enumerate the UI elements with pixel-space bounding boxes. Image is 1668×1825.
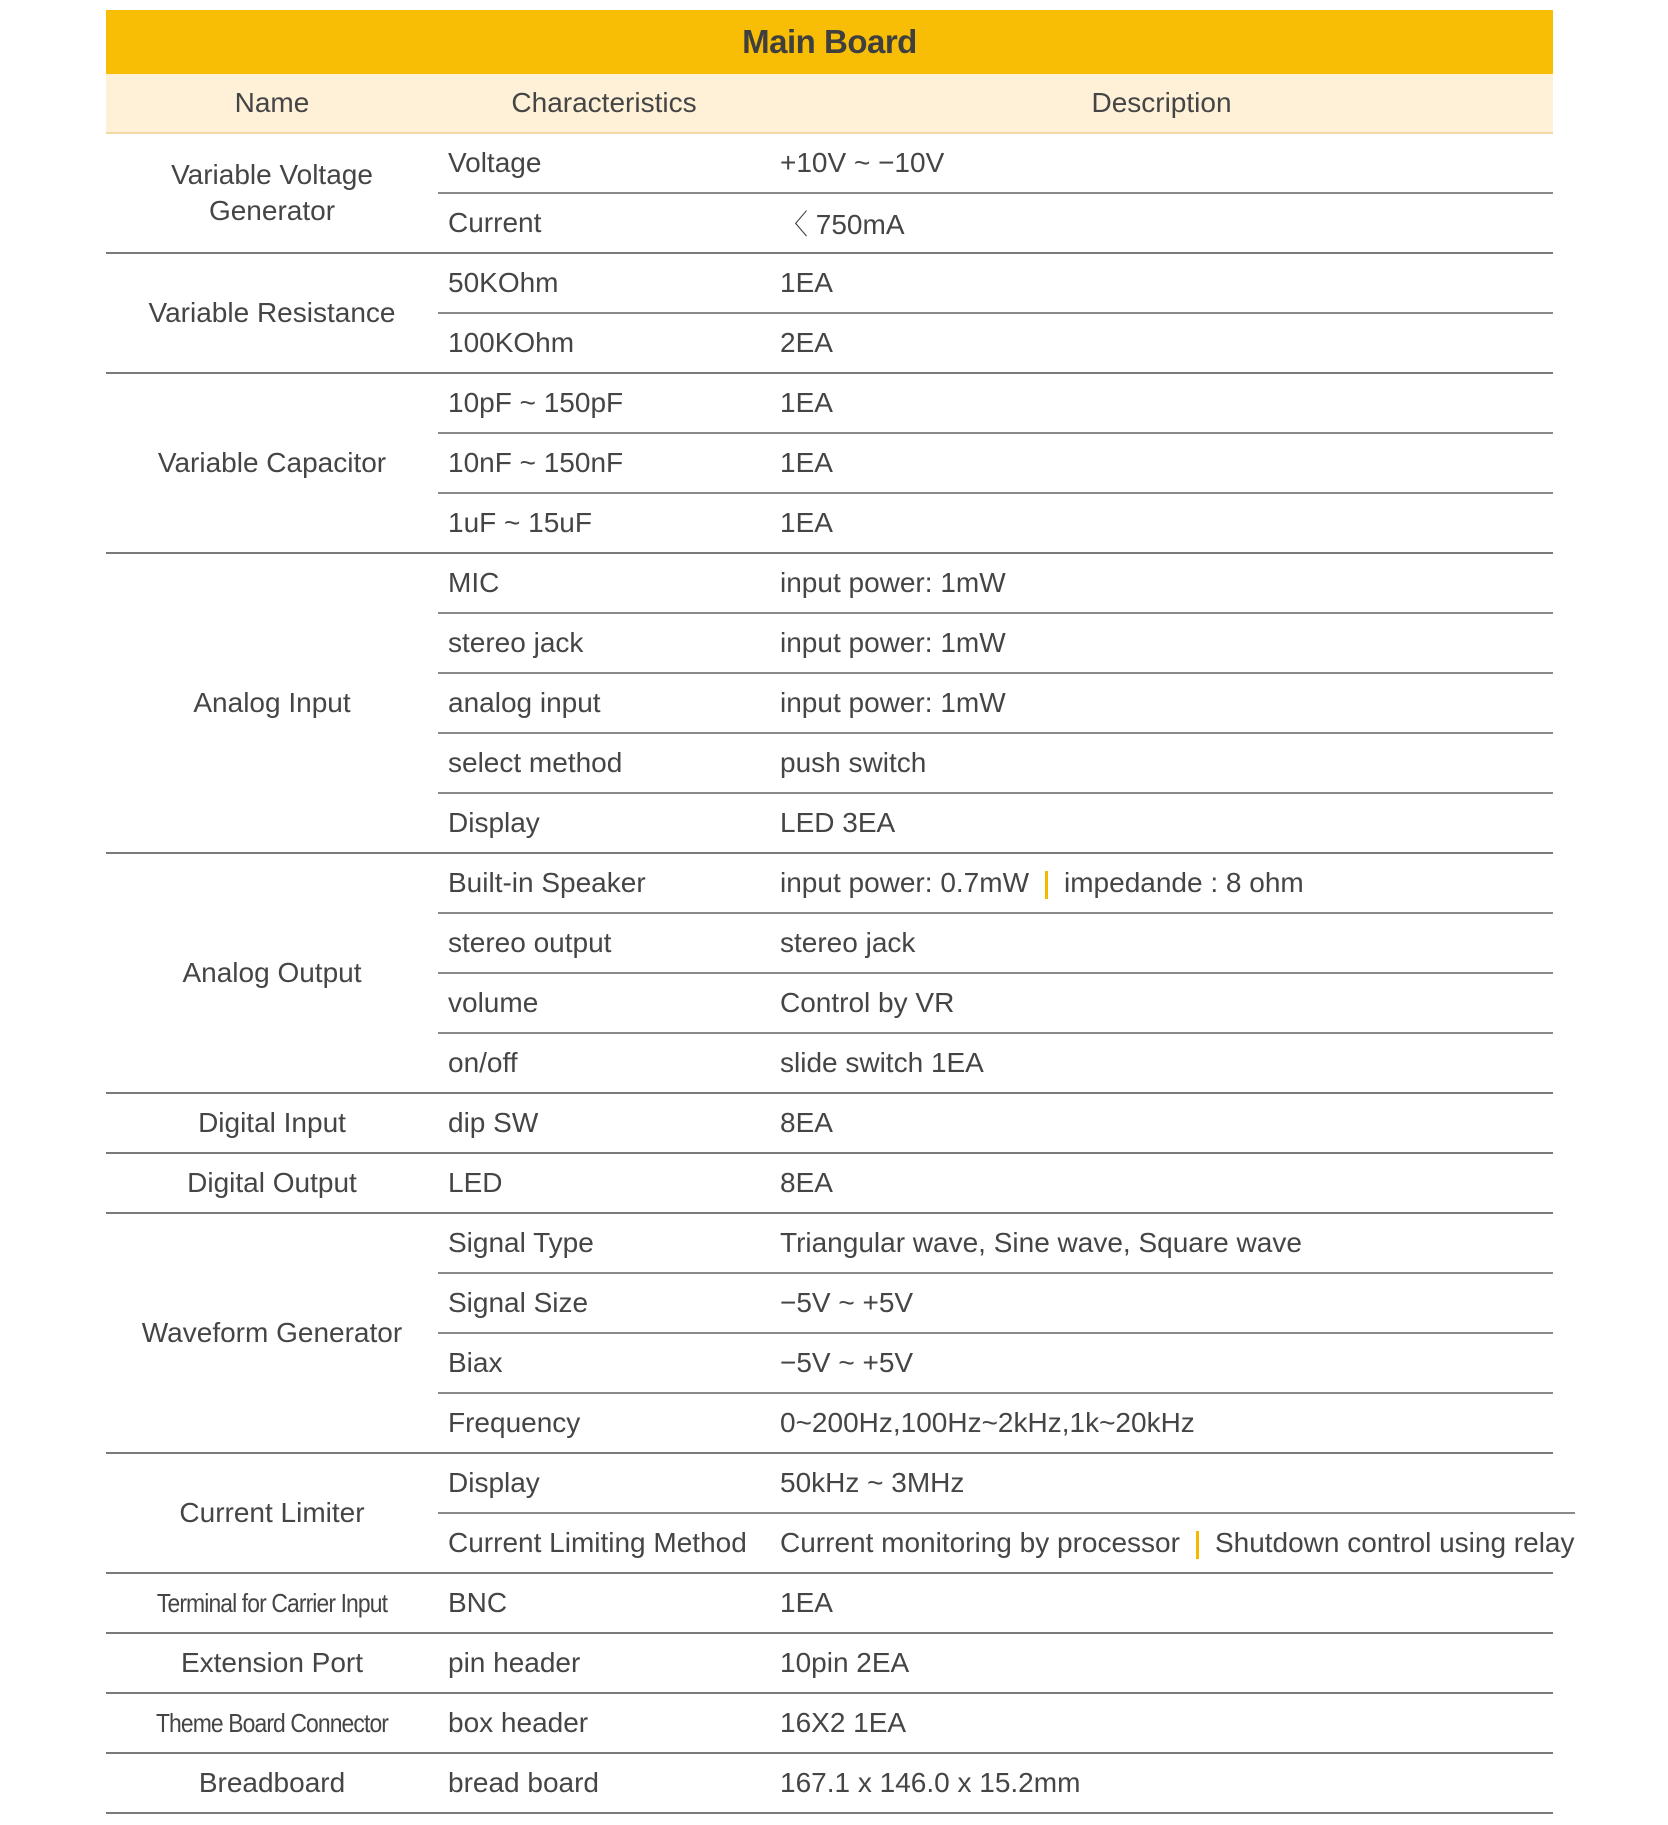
table-title-bar [106, 10, 1553, 74]
group-rows [438, 1574, 1553, 1632]
description-cell [770, 1467, 1575, 1499]
spec-group [106, 1154, 1553, 1214]
description-text: 2EA [780, 327, 833, 358]
group-name: Current Limiter [179, 1497, 365, 1528]
table-row [438, 554, 1553, 614]
spec-group [106, 1754, 1553, 1814]
group-rows [438, 1754, 1553, 1812]
table-row [438, 1694, 1553, 1752]
description-cell [770, 1767, 1553, 1799]
table-row [438, 1394, 1553, 1452]
column-header-characteristics: Characteristics [511, 87, 697, 118]
description-cell [770, 987, 1553, 1019]
description-text: 16X2 1EA [780, 1707, 907, 1738]
spec-group [106, 1214, 1553, 1454]
description-text: 10pin 2EA [780, 1647, 910, 1678]
group-name: Breadboard [198, 1767, 346, 1798]
spec-group [106, 374, 1553, 554]
group-rows [438, 1094, 1553, 1152]
description-cell [770, 747, 1553, 779]
description-cell [770, 687, 1553, 719]
description-cell [770, 1047, 1553, 1079]
description-cell [770, 807, 1553, 839]
description-text: 1EA [780, 387, 833, 418]
characteristic-cell: Current Limiting Method [448, 1527, 747, 1558]
table-body [106, 134, 1575, 1814]
description-cell [770, 1107, 1553, 1139]
characteristic-cell: Signal Type [448, 1227, 594, 1258]
description-cell [770, 387, 1553, 419]
table-row [438, 1274, 1553, 1334]
group-rows [438, 854, 1553, 1092]
group-name: Variable Voltage Generator [171, 159, 373, 226]
characteristic-cell: BNC [448, 1587, 508, 1618]
characteristic-cell: MIC [448, 567, 500, 598]
characteristic-cell: 10pF ~ 150pF [448, 387, 624, 418]
description-text: Control by VR [780, 987, 955, 1018]
characteristic-cell: dip SW [448, 1107, 539, 1138]
description-text: 167.1 x 146.0 x 15.2mm [780, 1767, 1081, 1798]
separator-bar [1045, 871, 1048, 899]
group-rows [438, 1154, 1553, 1212]
table-row [438, 1094, 1553, 1152]
description-text: 8EA [780, 1107, 833, 1138]
description-text: impedande : 8 ohm [1064, 867, 1304, 898]
characteristic-cell: Display [448, 807, 540, 838]
description-cell [770, 147, 1553, 179]
characteristic-cell: 100KOhm [448, 327, 575, 358]
table-row [438, 1454, 1575, 1514]
description-text: input power: 1mW [780, 687, 1006, 718]
characteristic-cell: stereo jack [448, 627, 584, 658]
table-row [438, 674, 1553, 734]
column-header-row [106, 74, 1553, 134]
description-cell [770, 567, 1553, 599]
table-row [438, 374, 1553, 434]
description-cell [770, 203, 1553, 243]
characteristic-cell: Signal Size [448, 1287, 589, 1318]
description-text: slide switch 1EA [780, 1047, 984, 1078]
characteristic-cell: Frequency [448, 1407, 581, 1438]
description-cell [770, 1587, 1553, 1619]
characteristic-cell: select method [448, 747, 623, 778]
description-cell [770, 1167, 1553, 1199]
table-row [438, 1634, 1553, 1692]
description-cell [770, 1287, 1553, 1319]
spec-group [106, 1574, 1553, 1634]
table-row [438, 1514, 1575, 1572]
description-cell [770, 267, 1553, 299]
description-text: input power: 1mW [780, 627, 1006, 658]
spec-group [106, 254, 1553, 374]
spec-group [106, 1454, 1575, 1574]
group-rows [438, 1454, 1575, 1572]
characteristic-cell: box header [448, 1707, 589, 1738]
table-row [438, 134, 1553, 194]
group-rows [438, 1694, 1553, 1752]
table-row [438, 434, 1553, 494]
characteristic-cell: Current [448, 207, 542, 238]
column-header-name: Name [234, 87, 310, 118]
table-row [438, 914, 1553, 974]
table-row [438, 1574, 1553, 1632]
table-row [438, 1214, 1553, 1274]
table-row [438, 494, 1553, 552]
table-row [438, 314, 1553, 372]
spec-group [106, 1694, 1553, 1754]
table-row [438, 254, 1553, 314]
description-text: 0~200Hz,100Hz~2kHz,1k~20kHz [780, 1407, 1195, 1438]
group-name: Terminal for Carrier Input [156, 1588, 388, 1618]
description-cell [770, 1707, 1553, 1739]
description-text: 8EA [780, 1167, 833, 1198]
description-cell [770, 507, 1553, 539]
description-text: Current monitoring by processor [780, 1527, 1180, 1558]
group-rows [438, 374, 1553, 552]
description-cell [770, 1647, 1553, 1679]
group-name: Theme Board Connector [155, 1708, 389, 1738]
description-text: input power: 1mW [780, 567, 1006, 598]
spec-group [106, 134, 1553, 254]
description-cell [770, 867, 1553, 899]
spec-group [106, 854, 1553, 1094]
group-name: Waveform Generator [141, 1317, 403, 1348]
description-text: −5V ~ +5V [780, 1347, 914, 1378]
group-name: Digital Input [198, 1107, 346, 1138]
description-cell [770, 927, 1553, 959]
description-text: +10V ~ −10V [780, 147, 945, 178]
description-text: 〈 750mA [780, 209, 905, 240]
description-cell [770, 1407, 1553, 1439]
characteristic-cell: Voltage [448, 147, 542, 178]
characteristic-cell: LED [448, 1167, 503, 1198]
description-text: push switch [780, 747, 927, 778]
spec-group [106, 1634, 1553, 1694]
characteristic-cell: bread board [448, 1767, 600, 1798]
description-text: 1EA [780, 267, 833, 298]
description-cell [770, 1227, 1553, 1259]
spec-group [106, 1094, 1553, 1154]
description-text: LED 3EA [780, 807, 896, 838]
table-row [438, 734, 1553, 794]
description-cell [770, 1347, 1553, 1379]
description-text: −5V ~ +5V [780, 1287, 914, 1318]
spec-group [106, 554, 1553, 854]
separator-bar [1196, 1531, 1199, 1559]
description-text: stereo jack [780, 927, 916, 958]
description-cell [770, 627, 1553, 659]
group-name: Analog Input [193, 687, 351, 718]
characteristic-cell: 50KOhm [448, 267, 559, 298]
group-rows [438, 134, 1553, 252]
characteristic-cell: pin header [448, 1647, 581, 1678]
description-text: 1EA [780, 507, 833, 538]
group-rows [438, 1214, 1553, 1452]
group-name: Variable Capacitor [157, 447, 387, 478]
main-board-spec-table [106, 10, 1575, 1814]
description-text: input power: 0.7mW [780, 867, 1029, 898]
group-name: Analog Output [182, 957, 362, 988]
table-row [438, 1154, 1553, 1212]
description-text: 1EA [780, 1587, 833, 1618]
characteristic-cell: volume [448, 987, 539, 1018]
group-name: Digital Output [187, 1167, 357, 1198]
table-row [438, 1034, 1553, 1092]
characteristic-cell: analog input [448, 687, 601, 718]
table-title: Main Board [742, 23, 917, 60]
group-rows [438, 554, 1553, 852]
table-row [438, 974, 1553, 1034]
group-rows [438, 254, 1553, 372]
description-cell [770, 327, 1553, 359]
column-header-description: Description [1091, 87, 1232, 118]
group-name: Extension Port [180, 1647, 364, 1678]
description-text: 1EA [780, 447, 833, 478]
table-row [438, 194, 1553, 252]
group-rows [438, 1634, 1553, 1692]
table-row [438, 614, 1553, 674]
description-text: 50kHz ~ 3MHz [780, 1467, 965, 1498]
table-row [438, 1754, 1553, 1812]
group-name: Variable Resistance [148, 297, 396, 328]
table-row [438, 1334, 1553, 1394]
description-cell [770, 447, 1553, 479]
description-text: Shutdown control using relay [1214, 1527, 1575, 1558]
characteristic-cell: Biax [448, 1347, 503, 1378]
description-cell [770, 1527, 1575, 1559]
description-text: Triangular wave, Sine wave, Square wave [780, 1227, 1302, 1258]
table-row [438, 794, 1553, 852]
characteristic-cell: Built-in Speaker [448, 867, 646, 898]
characteristic-cell: stereo output [448, 927, 612, 958]
characteristic-cell: 10nF ~ 150nF [448, 447, 624, 478]
characteristic-cell: 1uF ~ 15uF [448, 507, 592, 538]
characteristic-cell: on/off [448, 1047, 518, 1078]
characteristic-cell: Display [448, 1467, 540, 1498]
table-row [438, 854, 1553, 914]
